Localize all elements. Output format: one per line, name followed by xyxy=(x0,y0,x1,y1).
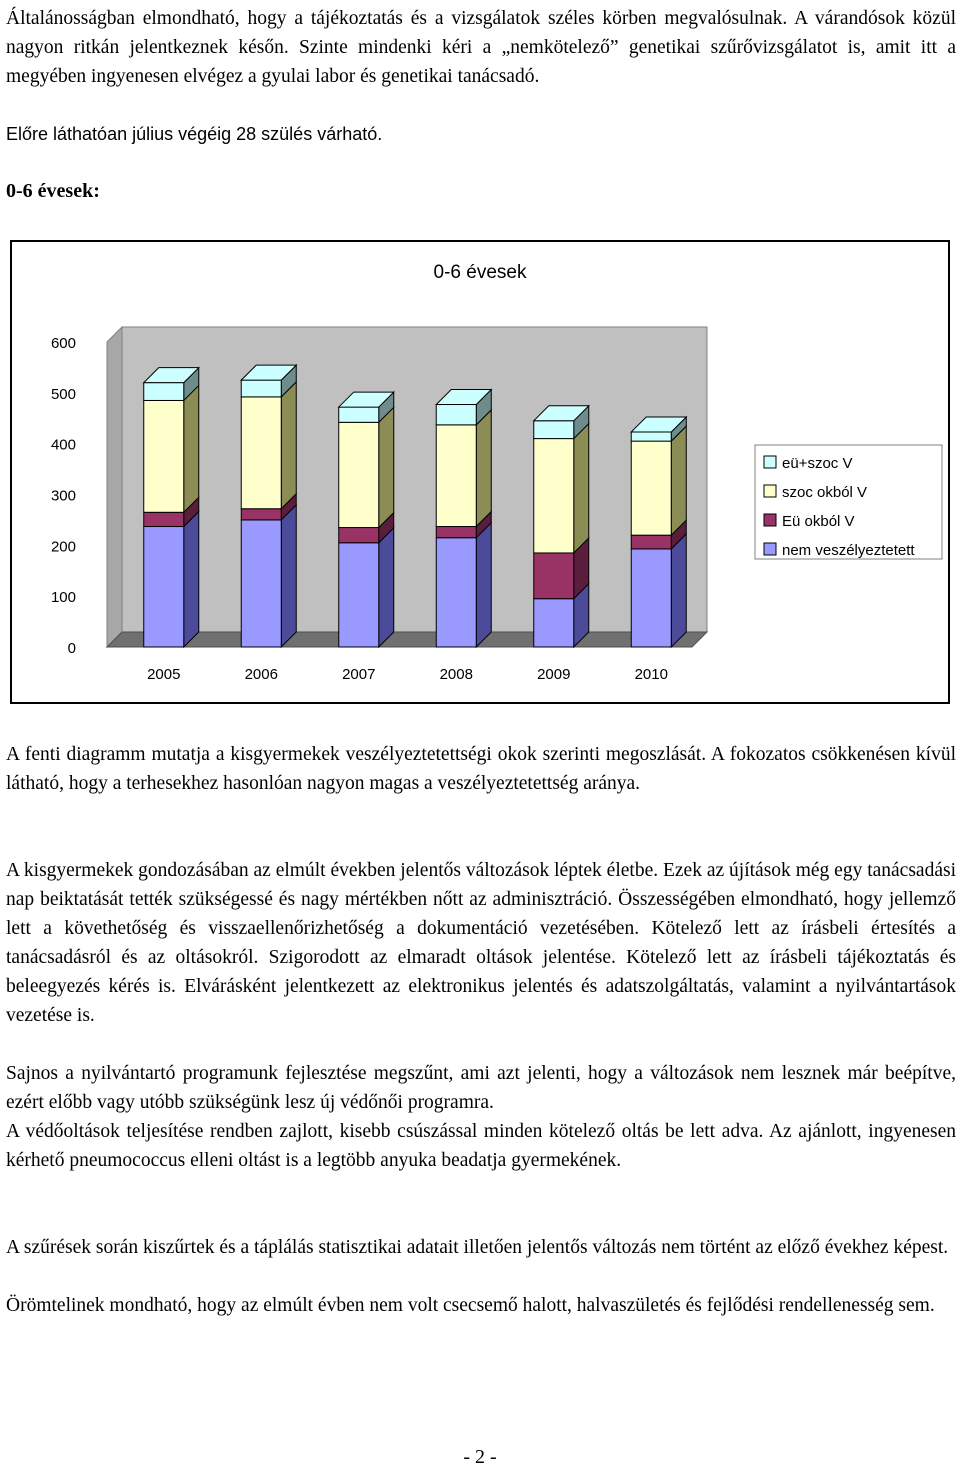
y-tick-label: 600 xyxy=(50,335,76,352)
x-tick-label: 2009 xyxy=(537,666,571,683)
paragraph-chart-note: A fenti diagramm mutatja a kisgyermekek veszélyeztetettségi okok szerinti megoszlását. A fokozatos csökkenésen kívül látható, hogy a terhesekhez hasonlóan nagyon magas a veszélyeztetettség aránya. xyxy=(6,744,956,794)
bar-segment xyxy=(631,441,671,535)
stacked-bar-chart xyxy=(12,242,948,702)
bar-segment xyxy=(241,509,281,520)
bar-segment xyxy=(241,397,281,509)
paragraph-births: Előre láthatóan július végéig 28 szülés várható. xyxy=(6,124,383,144)
bar-segment-side xyxy=(574,424,589,553)
bar-segment-side xyxy=(671,534,686,647)
paragraph-conclusion: Örömtelinek mondható, hogy az elmúlt évben nem volt csecsemő halott, halvaszületés és fejlődési rendellenesség sem. xyxy=(6,1295,935,1316)
y-tick-label: 300 xyxy=(50,487,76,505)
paragraph-intro: Általánosságban elmondható, hogy a tájékoztatás és a vizsgálatok széles körben megvalósulnak. A várandósok közül nagyon ritkán jelentkeznek későn. Szinte mindenki kéri a „nemkötelező” genetikai szűrővizsgálatot is, amit itt a megyében ingyenesen elvégez a gyulai labor és genetikai tanácsadó. xyxy=(6,8,956,87)
x-tick-label: 2005 xyxy=(147,666,181,683)
bar-segment xyxy=(339,422,379,527)
bar-segment xyxy=(631,535,671,549)
bar-segment-side xyxy=(184,512,199,647)
bar-segment xyxy=(534,439,574,553)
bar-segment xyxy=(436,527,476,538)
x-tick-label: 2008 xyxy=(439,666,473,683)
y-tick-label: 0 xyxy=(67,640,76,657)
legend-swatch xyxy=(764,514,776,526)
chart-container xyxy=(10,240,950,704)
bar-segment-side xyxy=(671,426,686,535)
y-tick-label: 200 xyxy=(50,538,76,556)
y-tick-label: 500 xyxy=(50,385,76,403)
legend-swatch xyxy=(764,485,776,497)
bar-segment xyxy=(144,527,184,647)
bar-segment xyxy=(436,405,476,425)
x-tick-label: 2010 xyxy=(634,666,668,683)
bar-segment xyxy=(241,380,281,397)
bar-segment xyxy=(631,432,671,441)
legend-swatch xyxy=(764,456,776,468)
section-heading: 0-6 évesek: xyxy=(6,180,100,202)
y-tick-label: 100 xyxy=(50,589,76,607)
x-tick-label: 2006 xyxy=(244,666,278,683)
legend-label: eü+szoc V xyxy=(782,455,853,472)
bar-segment-side xyxy=(184,385,199,512)
bar-segment xyxy=(339,528,379,543)
bar-segment xyxy=(241,520,281,647)
y-tick-label: 400 xyxy=(50,436,76,454)
bar-segment xyxy=(339,543,379,647)
bar-segment xyxy=(144,512,184,526)
bar-segment xyxy=(631,549,671,647)
legend-label: szoc okból V xyxy=(782,484,868,501)
chart-side-wall xyxy=(107,327,122,647)
paragraph-software: Sajnos a nyilvántartó programunk fejlesztése megszűnt, ami azt jelenti, hogy a változások nem lesznek már beépítve, ezért előbb vagy utóbb szükségünk lesz új védőnői programra. xyxy=(6,1063,956,1113)
bar-segment-side xyxy=(281,505,296,647)
bar-segment xyxy=(436,425,476,527)
bar-segment xyxy=(534,553,574,599)
bar-segment xyxy=(339,407,379,422)
bar-segment xyxy=(534,421,574,439)
legend-label: nem veszélyeztetett xyxy=(782,542,915,559)
bar-segment xyxy=(144,383,184,401)
bar-segment xyxy=(534,599,574,647)
chart-title: 0-6 évesek xyxy=(433,262,527,283)
x-tick-label: 2007 xyxy=(342,666,376,683)
bar-segment xyxy=(144,400,184,512)
bar-segment-side xyxy=(281,382,296,509)
legend-swatch xyxy=(764,543,776,555)
chart-back-wall xyxy=(122,327,707,632)
bar-segment-side xyxy=(379,528,394,647)
paragraph-screening: A szűrések során kiszűrtek és a táplálás statisztikai adatait illetően jelentős változás nem történt az előző évekhez képest. xyxy=(6,1237,949,1258)
page-number: - 2 - xyxy=(463,1446,497,1468)
paragraph-changes: A kisgyermekek gondozásában az elmúlt években jelentős változások léptek életbe. Ezek az újítások még egy tanácsadási nap beiktatását tették szükségessé és nagy mértékben nőtt az adminisztráció. Összességében elmondható, hogy jellemző lett a követhetőség és visszaellenőrizhetőség a dokumentáció vezetésében. Kötelező lett az írásbeli értesítés a tanácsadásról és az oltásokról. Szigorodott az elmaradt oltások jelentése. Kötelező lett az írásbeli tájékoztatás és beleegyezés kérés is. Elvárásként jelentkezett az elektronikus jelentés és adatszolgáltatás, valamint a nyilvántartások vezetése is. xyxy=(6,860,956,1026)
bar-segment-side xyxy=(476,410,491,527)
paragraph-vaccinations: A védőoltások teljesítése rendben zajlott, kisebb csúszással minden kötelező oltás be lett adva. Az ajánlott, ingyenesen kérhető pneumococcus elleni oltást is a legtöbb anyuka beadatja gyermekének. xyxy=(6,1121,956,1171)
bar-segment-side xyxy=(379,407,394,527)
legend-label: Eü okból V xyxy=(782,513,855,530)
bar-segment xyxy=(436,538,476,647)
bar-segment-side xyxy=(476,523,491,647)
